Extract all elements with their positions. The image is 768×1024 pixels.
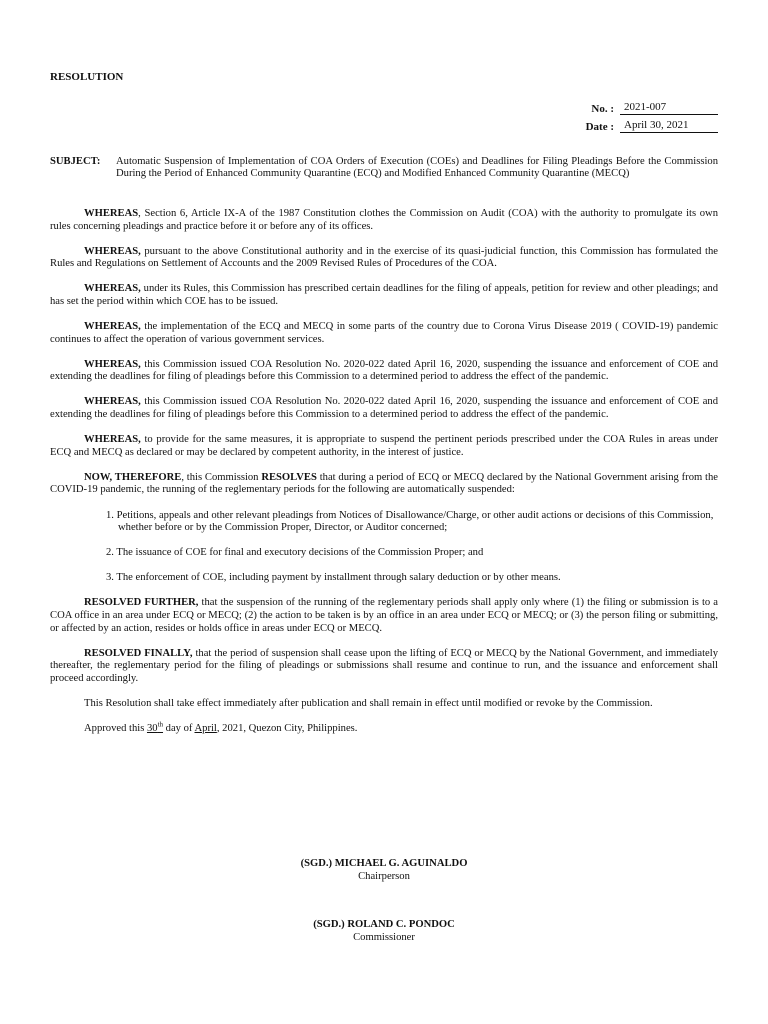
whereas-paragraph-4	[50, 321, 718, 346]
whereas-paragraph-1	[50, 208, 718, 233]
effectivity-paragraph: This Resolution shall take effect immediately after publication and shall remain in effect until modified or revoke by the Commission.	[84, 697, 653, 709]
subject-block	[50, 156, 718, 180]
paragraph-lead: RESOLVED FINALLY,	[84, 647, 193, 659]
paragraph-lead: RESOLVED FURTHER,	[84, 597, 199, 609]
paragraph-text: that the suspension of the running of the reglementary periods shall apply only where (1) the filing or submission is to a COA office in an area under ECQ or MECQ; (2) the action to be taken is by an office in an area under ECQ or MECQ; or (3) the person filing or submitting, or affected by an action, resides or holds office in areas under ECQ or MECQ.	[50, 597, 718, 634]
resolved-finally-paragraph	[50, 648, 718, 686]
approval-rest: , 2021, Quezon City, Philippines.	[216, 723, 358, 735]
list-item: 3. The enforcement of COE, including payment by installment through salary deduction or by other means.	[106, 572, 561, 584]
paragraph-lead: WHEREAS,	[84, 245, 141, 257]
paragraph-text: to provide for the same measures, it is appropriate to suspend the pertinent periods prescribed under the COA Rules in areas under ECQ and MECQ as declared or may be declared by competent authority, in the interest of justice.	[50, 434, 718, 458]
signatory-commissioner	[50, 918, 718, 944]
paragraph-text: pursuant to the above Constitutional authority and in the exercise of its quasi-judicial function, this Commission has formulated the Rules and Regulations on Settlement of Accounts and the 2009 Revised Rules of Procedures of the COA.	[50, 245, 718, 270]
whereas-paragraph-7	[50, 434, 718, 459]
signatory-chairperson	[50, 857, 718, 883]
approval-month: April	[194, 723, 217, 735]
paragraph-lead: NOW, THEREFORE	[84, 471, 182, 483]
whereas-paragraph-2	[50, 246, 718, 271]
list-item: 1. Petitions, appeals and other relevant pleadings from Notices of Disallowance/Charge, or other audit actions or decisions of this Commission, whether before or by the Commission Proper, Director, or Auditor concerned;	[106, 509, 714, 534]
paragraph-lead: WHEREAS,	[84, 358, 141, 370]
resolution-meta	[580, 97, 718, 133]
signatory-title: Chairperson	[358, 871, 410, 882]
paragraph-text: the implementation of the ECQ and MECQ in some parts of the country due to Corona Virus Disease 2019 ( COVID-19) pandemic continues to affect the operation of various government services.	[50, 321, 718, 345]
paragraph-text: , this Commission	[181, 471, 262, 483]
list-item: 2. The issuance of COE for final and executory decisions of the Commission Proper; and	[106, 547, 484, 559]
resolution-date-row	[580, 115, 718, 133]
whereas-paragraph-5	[50, 359, 718, 384]
signatory-title: Commissioner	[353, 932, 415, 943]
resolution-date-label: Date :	[585, 121, 614, 133]
paragraph-text: that during a period of ECQ or MECQ declared by the National Government arising from the COVID-19 pandemic, the running of the reglementary periods for the following are automatically suspended:	[50, 471, 718, 496]
resolution-number-label: No. :	[591, 103, 614, 115]
resolution-number-value: 2021-007	[620, 101, 718, 115]
resolved-further-paragraph	[50, 597, 718, 635]
approval-paragraph	[50, 720, 718, 736]
approval-mid: day of	[163, 723, 195, 735]
subject-text: Automatic Suspension of Implementation of COA Orders of Execution (COEs) and Deadlines for Filing Pleadings Before the Commission During the Period of Enhanced Community Quarantine (ECQ) and Modified Enhanced Community Quarantine (MECQ)	[116, 156, 718, 180]
whereas-paragraph-6	[50, 396, 718, 421]
signatory-name: (SGD.) MICHAEL G. AGUINALDO	[300, 858, 468, 869]
approval-day-suffix: th	[157, 720, 164, 729]
resolves-keyword: RESOLVES	[261, 471, 317, 483]
paragraph-lead: WHEREAS	[84, 208, 139, 219]
paragraph-text: this Commission issued COA Resolution No. 2020-022 dated April 16, 2020, suspending the issuance and enforcement of COE and extending the deadlines for filing of pleadings before this Commission to a determined period to address the effect of the pandemic.	[50, 396, 718, 421]
document-heading: RESOLUTION	[50, 71, 124, 83]
paragraph-lead: WHEREAS,	[84, 396, 141, 408]
paragraph-lead: WHEREAS,	[84, 434, 141, 446]
whereas-paragraph-3	[50, 283, 718, 308]
resolution-body	[50, 208, 718, 748]
paragraph-lead: WHEREAS,	[84, 283, 141, 295]
paragraph-text: this Commission issued COA Resolution No. 2020-022 dated April 16, 2020, suspending the issuance and enforcement of COE and extending the deadlines for filing of pleadings before this Commission to a determined period to address the effect of the pandemic.	[50, 358, 718, 383]
now-therefore-paragraph	[50, 472, 718, 497]
resolution-number-row	[580, 97, 718, 115]
suspended-items-list	[50, 510, 718, 585]
paragraph-text: , Section 6, Article IX-A of the 1987 Constitution clothes the Commission on Audit (COA) with the authority to promulgate its own rules concerning pleadings and practice before it or before any of its offices.	[50, 208, 718, 232]
signatory-name: (SGD.) ROLAND C. PONDOC	[313, 919, 455, 930]
resolution-date-value: April 30, 2021	[620, 119, 718, 133]
subject-label: SUBJECT:	[50, 156, 101, 167]
paragraph-text: that the period of suspension shall cease upon the lifting of ECQ or MECQ by the National Government, and immediately thereafter, the reglementary period for the filing of pleadings or submissions shall resume and continue to run, and the issuance and enforcement shall proceed accordingly.	[50, 647, 718, 684]
approval-day	[146, 720, 164, 735]
approval-prefix: Approved this	[84, 723, 147, 735]
approval-day-number: 30	[146, 723, 158, 735]
paragraph-text: under its Rules, this Commission has prescribed certain deadlines for the filing of appeals, petition for review and other pleadings; and has set the period within which COE has to be issued.	[50, 283, 718, 307]
paragraph-lead: WHEREAS,	[84, 321, 141, 333]
